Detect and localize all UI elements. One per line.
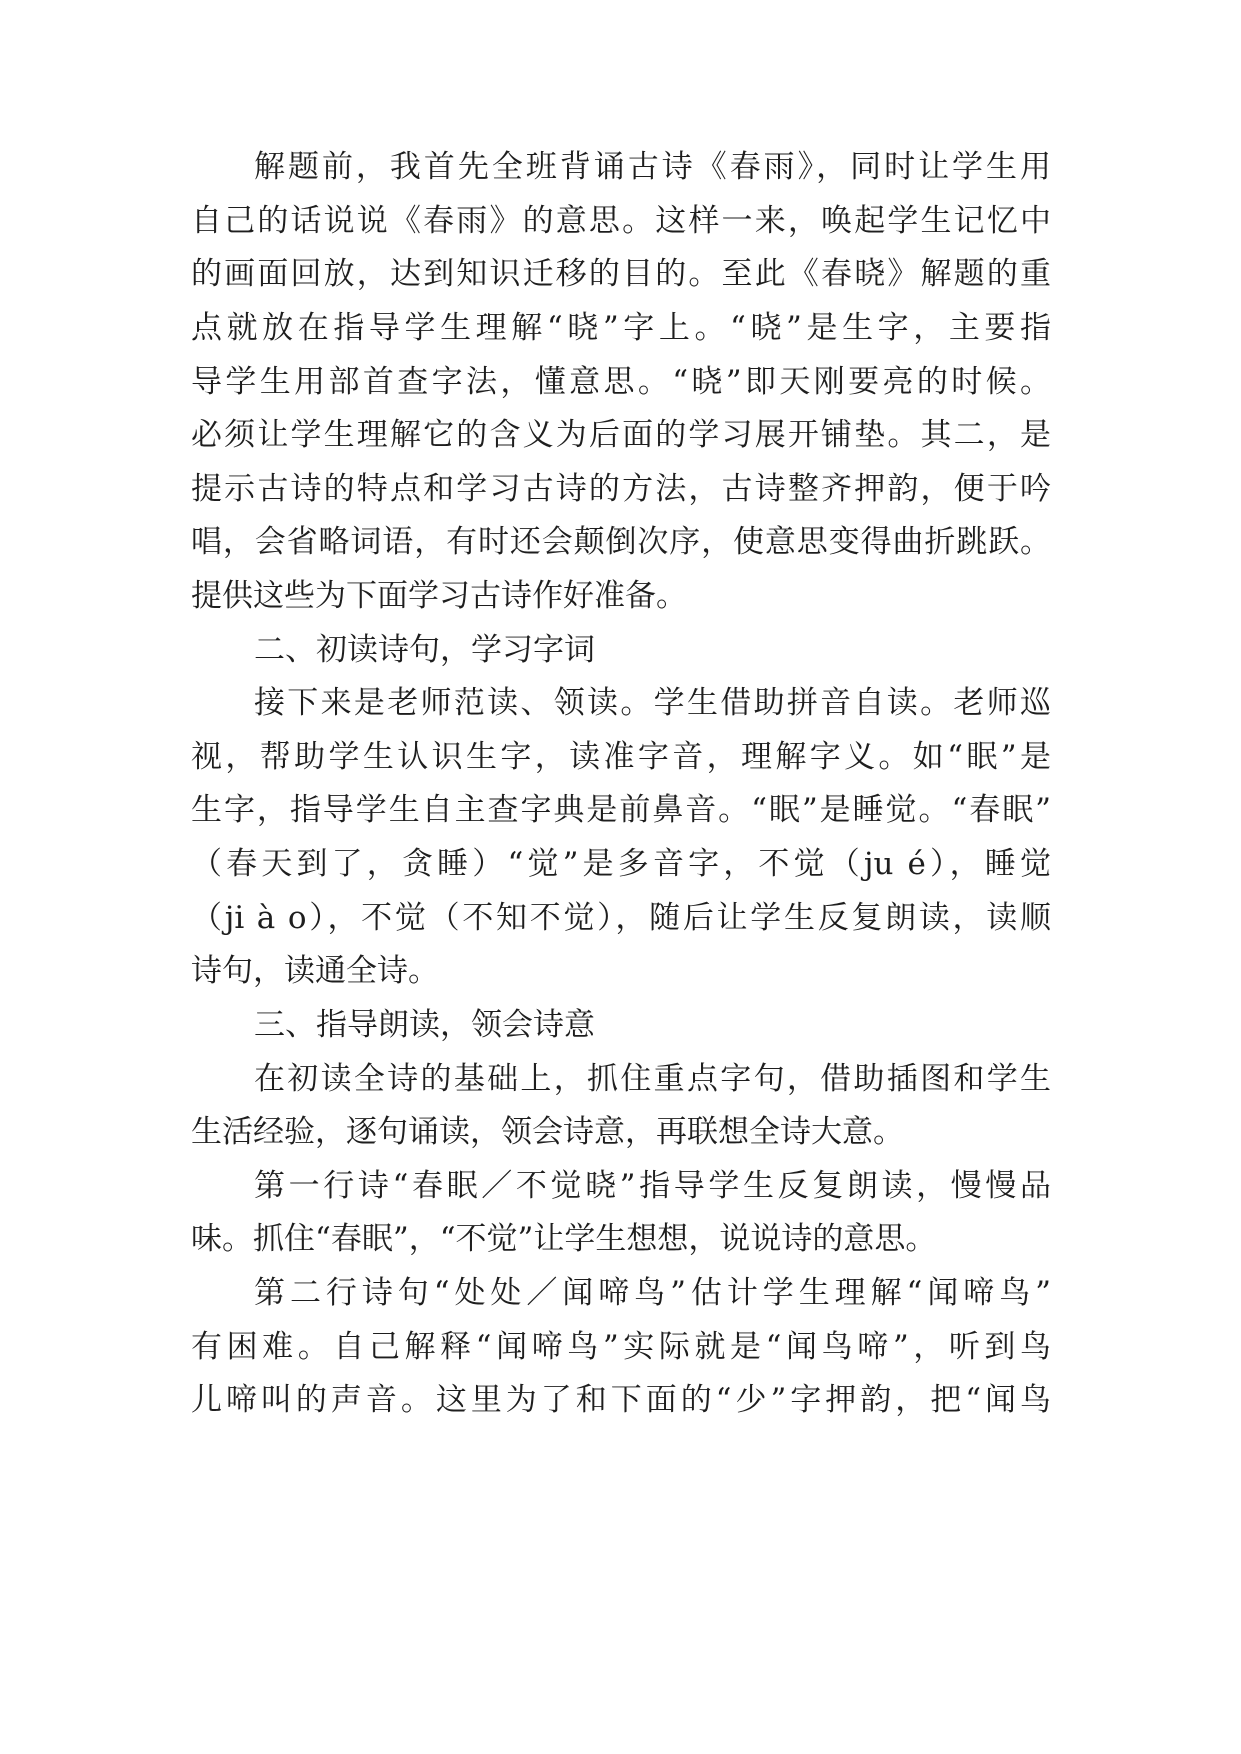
text-line: 提示古诗的特点和学习古诗的方法，古诗整齐押韵，便于吟 bbox=[191, 471, 1051, 507]
text-line: 第二行诗句“处处／闻啼鸟”估计学生理解“闻啼鸟” bbox=[254, 1275, 1051, 1311]
text-line: 接下来是老师范读、领读。学生借助拼音自读。老师巡 bbox=[254, 685, 1051, 721]
text-line: 味。抓住“春眠”，“不觉”让学生想想，说说诗的意思。 bbox=[191, 1221, 937, 1257]
text-line: 唱，会省略词语，有时还会颠倒次序，使意思变得曲折跳跃。 bbox=[191, 524, 1051, 560]
text-line: 生活经验，逐句诵读，领会诗意，再联想全诗大意。 bbox=[191, 1114, 904, 1150]
text-line: 在初读全诗的基础上，抓住重点字句，借助插图和学生 bbox=[254, 1061, 1051, 1097]
text-line: 生字，指导学生自主查字典是前鼻音。“眠”是睡觉。“春眠” bbox=[191, 792, 1051, 828]
section-heading: 三、指导朗读，领会诗意 bbox=[254, 1007, 595, 1043]
text-line: （春天到了，贪睡）“觉”是多音字，不觉（ju é），睡觉 bbox=[191, 846, 1051, 882]
text-line: （ji à o），不觉（不知不觉），随后让学生反复朗读，读顺 bbox=[191, 900, 1051, 936]
text-line: 儿啼叫的声音。这里为了和下面的“少”字押韵，把“闻鸟 bbox=[191, 1382, 1051, 1418]
text-line: 必须让学生理解它的含义为后面的学习展开铺垫。其二，是 bbox=[191, 417, 1051, 453]
text-line: 诗句，读通全诗。 bbox=[191, 953, 439, 989]
text-line: 点就放在指导学生理解“晓”字上。“晓”是生字，主要指 bbox=[191, 310, 1051, 346]
section-heading: 二、初读诗句，学习字词 bbox=[254, 632, 595, 668]
text-line: 的画面回放，达到知识迁移的目的。至此《春晓》解题的重 bbox=[191, 256, 1051, 292]
text-line: 第一行诗“春眠／不觉晓”指导学生反复朗读，慢慢品 bbox=[254, 1168, 1051, 1204]
text-line: 导学生用部首查字法，懂意思。“晓”即天刚要亮的时候。 bbox=[191, 364, 1051, 400]
text-line: 自己的话说说《春雨》的意思。这样一来，唤起学生记忆中 bbox=[191, 203, 1051, 239]
text-line: 提供这些为下面学习古诗作好准备。 bbox=[191, 578, 687, 614]
text-line: 解题前，我首先全班背诵古诗《春雨》，同时让学生用 bbox=[254, 149, 1051, 185]
text-line: 视，帮助学生认识生字，读准字音，理解字义。如“眠”是 bbox=[191, 739, 1051, 775]
text-line: 有困难。自己解释“闻啼鸟”实际就是“闻鸟啼”，听到鸟 bbox=[191, 1329, 1051, 1365]
